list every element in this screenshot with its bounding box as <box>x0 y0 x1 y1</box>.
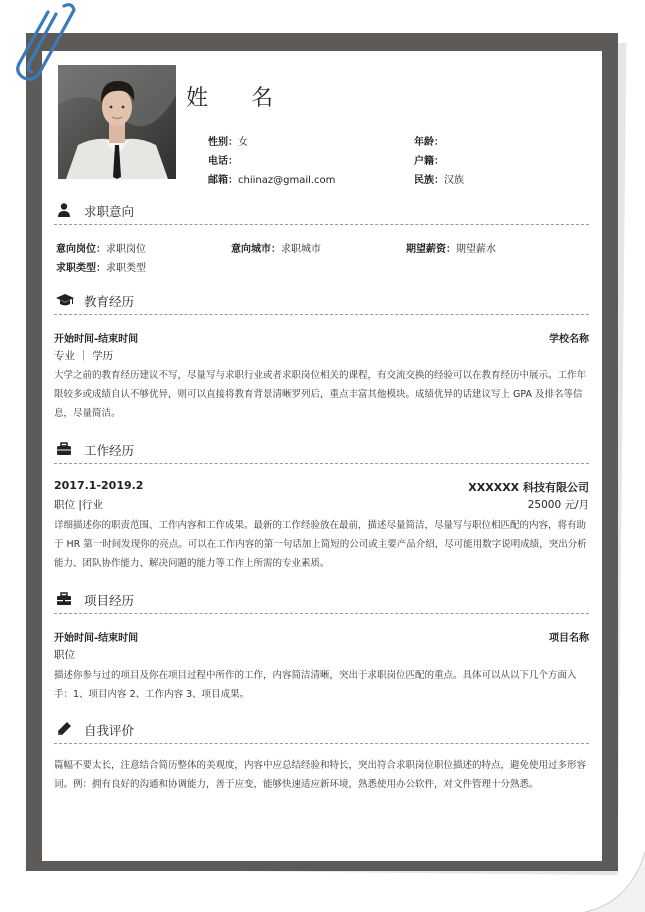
graduation-cap-icon <box>56 292 74 308</box>
section-project <box>54 588 589 614</box>
section-intent <box>54 199 589 225</box>
paperclip-icon <box>6 0 76 84</box>
user-icon <box>56 202 74 218</box>
salary-value: 期望薪水 <box>456 244 496 255</box>
project-time: 开始时间-结束时间 <box>54 633 139 644</box>
hukou-label: 户籍： <box>414 156 444 167</box>
page-curl <box>585 852 645 912</box>
type-value: 求职类型 <box>106 263 146 274</box>
email-value: chiinaz@gmail.com <box>238 175 336 186</box>
intent-position <box>56 240 146 255</box>
intent-title: 求职意向 <box>84 204 135 219</box>
hukou-info <box>414 152 444 167</box>
section-education <box>54 289 589 315</box>
education-title: 教育经历 <box>84 294 135 309</box>
position-label: 意向岗位： <box>56 244 106 255</box>
email-info <box>208 171 335 186</box>
section-work <box>54 438 589 464</box>
work-time: 2017.1-2019.2 <box>54 479 144 492</box>
ethnicity-value: 汉族 <box>444 175 464 186</box>
project-role: 职位 <box>54 649 75 661</box>
school-name: 学校名称 <box>549 334 589 345</box>
type-label: 求职类型： <box>56 263 106 274</box>
project-description: 描述你参与过的项目及你在项目过程中所作的工作，内容简洁清晰，突出于求职岗位匹配的重点。具体可以从以下几个方面入手：1、项目内容 2、工作内容 3、项目成果。 <box>54 670 577 700</box>
gender-value: 女 <box>238 137 248 148</box>
age-label: 年龄： <box>414 137 444 148</box>
toolbox-icon <box>56 591 74 607</box>
education-time: 开始时间-结束时间 <box>54 334 139 345</box>
phone-label: 电话： <box>208 156 238 167</box>
candidate-name: 姓 名 <box>186 86 291 111</box>
work-role: 职位 |行业 <box>54 499 103 511</box>
education-major: 专业 ｜ 学历 <box>54 350 114 362</box>
project-name: 项目名称 <box>549 633 589 644</box>
gender-label: 性别： <box>208 137 238 148</box>
intent-city <box>231 240 321 255</box>
gender-info <box>208 133 248 148</box>
email-label: 邮箱： <box>208 175 238 186</box>
intent-salary <box>406 240 496 255</box>
project-title: 项目经历 <box>84 593 135 608</box>
work-salary: 25000 元/月 <box>527 499 589 511</box>
resume-sheet <box>42 51 602 861</box>
self-description: 篇幅不要太长，注意结合简历整体的美观度，内容中应总结经验和特长，突出符合求职岗位职位描述的特点，避免使用过多形容词。例：拥有良好的沟通和协调能力，善于应变，能够快速适应新环境，熟悉使用办公软件，对文件管理十分熟悉。 <box>54 760 587 790</box>
city-label: 意向城市： <box>231 244 281 255</box>
position-value: 求职岗位 <box>106 244 146 255</box>
work-title: 工作经历 <box>84 443 135 458</box>
phone-info <box>208 152 238 167</box>
pen-icon <box>56 721 74 737</box>
self-title: 自我评价 <box>84 723 135 738</box>
company-name: XXXXXX 科技有限公司 <box>468 481 589 494</box>
section-self <box>54 718 589 744</box>
age-info <box>414 133 444 148</box>
salary-label: 期望薪资： <box>406 244 456 255</box>
briefcase-icon <box>56 441 74 457</box>
education-description: 大学之前的教育经历建议不写，尽量写与求职行业或者求职岗位相关的课程，有交流交换的经验可以在教育经历中展示。工作年限较多或成绩自认不够优异，则可以直接将教育背景清晰罗列后，重点丰富其他模块。成绩优异的话建议写上 GPA 及排名等信息，尽量简洁。 <box>54 370 587 419</box>
work-description: 详细描述你的职责范围、工作内容和工作成果。最新的工作经验放在最前，描述尽量简洁，尽量写与职位相匹配的内容，将有助于 HR 第一时间发现你的亮点。可以在工作内容的第一句话加上简短的公司或主要产品介绍，尽可能用数字说明成绩，突出分析能力、团队协作能力、解决问题的能力等工作上所需的专业素质。 <box>54 520 587 569</box>
ethnicity-info <box>414 171 464 186</box>
intent-type <box>56 259 146 274</box>
city-value: 求职城市 <box>281 244 321 255</box>
ethnicity-label: 民族： <box>414 175 444 186</box>
